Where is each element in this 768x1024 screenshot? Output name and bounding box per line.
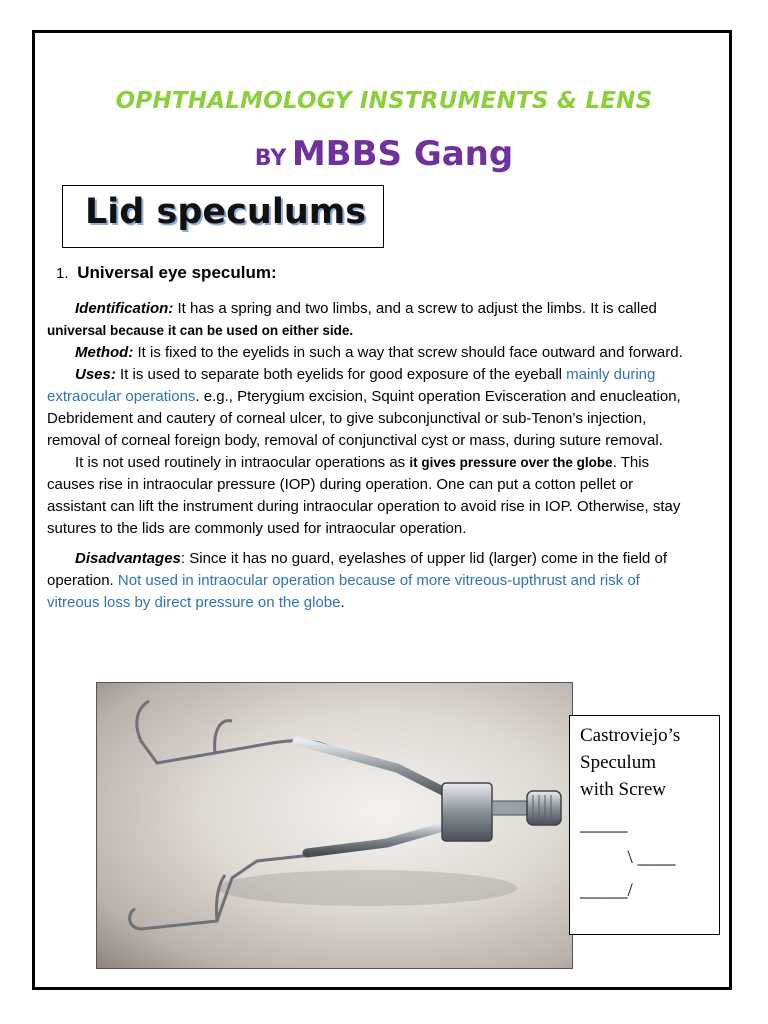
disadvantages-text: : Since it has no guard, eyelashes of upper lid (larger) come in the field of operation. <box>47 550 667 589</box>
not-used-paragraph <box>47 452 687 540</box>
disadvantages-label: Disadvantages <box>75 550 181 567</box>
method-text: It is fixed to the eyelids in such a way that screw should face outward and forward. <box>133 344 683 361</box>
method-label: Method: <box>75 344 134 361</box>
caption-line-5: \ ____ <box>580 847 676 868</box>
not-used-text: It is not used routinely in intraocular operations as <box>75 454 410 471</box>
caption-line-1: Castroviejo’s <box>580 725 681 746</box>
item-title: Universal eye speculum: <box>77 263 277 282</box>
caption-line-2: Speculum <box>580 752 656 773</box>
disadvantages-blue-text: Not used in intraocular operation because of more vitreous-upthrust and risk of vitreous loss by direct pressure on the globe <box>47 572 640 611</box>
identification-end: . <box>349 323 354 338</box>
identification-label: Identification: <box>75 300 174 317</box>
disadvantages-paragraph <box>47 548 687 614</box>
uses-paragraph <box>47 364 687 452</box>
uses-text: It is used to separate both eyelids for good exposure of the eyeball <box>115 366 567 383</box>
identification-bold: universal because it can be used on either side <box>47 323 350 338</box>
uses-rest-text: . e.g., Pterygium excision, Squint operation Evisceration and enucleation, Debridement and cautery of corneal ulcer, to give subconjunctival or sub-Tenon’s injection, removal of corneal foreign body, removal of conjunctival cyst or mass, during suture removal. <box>47 388 681 449</box>
author-name: MBBS Gang <box>291 134 514 174</box>
not-used-rest: . This causes rise in intraocular pressure (IOP) during operation. One can put a cotton pellet or assistant can lift the instrument during intraocular operation to avoid rise in IOP. Otherwise, stay sutures to the lids are commonly used for intraocular operation. <box>47 454 681 537</box>
caption-box <box>569 715 720 935</box>
body-text <box>47 298 687 614</box>
caption-line-6: _____/ <box>580 880 633 901</box>
identification-text: It has a spring and two limbs, and a screw to adjust the limbs. It is called <box>173 300 657 317</box>
item-heading <box>56 263 277 283</box>
not-used-bold: it gives pressure over the globe <box>409 455 613 470</box>
speculum-photo <box>96 682 573 969</box>
caption-line-4: _____ <box>580 814 628 835</box>
author-line <box>0 134 768 174</box>
speculum-illustration <box>97 683 572 968</box>
method-paragraph <box>47 342 687 364</box>
section-heading-box <box>62 185 384 248</box>
document-title: OPHTHALMOLOGY INSTRUMENTS & LENS <box>115 88 653 114</box>
section-heading: Lid speculums <box>85 192 367 232</box>
caption-line-3: with Screw <box>580 779 667 800</box>
identification-paragraph <box>47 298 687 342</box>
uses-label: Uses: <box>75 366 116 383</box>
item-number: 1. <box>56 265 69 282</box>
uses-blue-text: mainly during extraocular operations <box>47 366 656 405</box>
disadvantages-end: . <box>340 594 345 611</box>
by-label: BY <box>254 146 287 171</box>
